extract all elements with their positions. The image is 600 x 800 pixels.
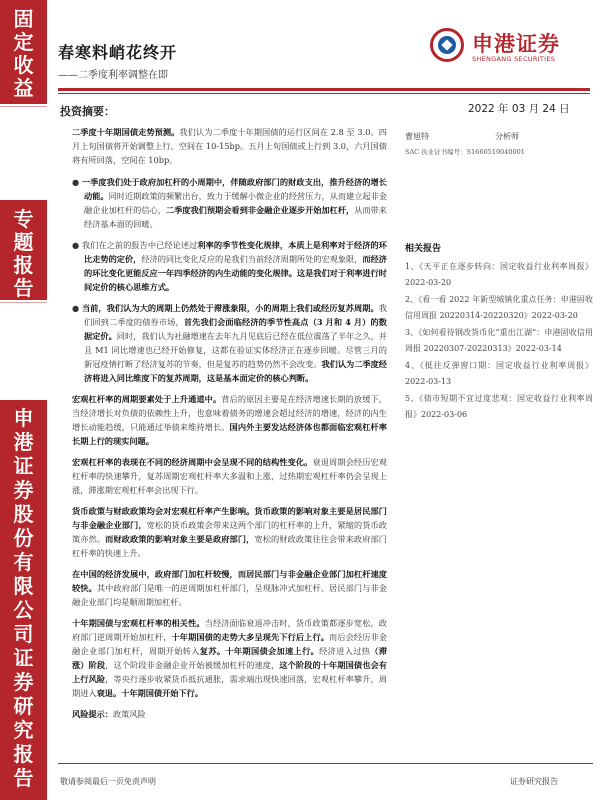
bullet-icon: ● <box>72 303 82 313</box>
footer-label: 证券研究报告 <box>510 777 558 786</box>
para-bold: 二季度我们预期会看到非金融企业逐步开始加杠杆， <box>165 205 355 215</box>
para-bold: 宏观杠杆率的周期要素处于上升通道中。 <box>72 394 222 404</box>
para-bold: 国内外主要发达经济体也都面临宏观杠杆率长期上行的现实问题。 <box>72 422 387 446</box>
para-text: 我们在之前的报告中已经论述过 <box>81 240 198 250</box>
paragraph <box>72 707 387 721</box>
sidebar-char: 报 <box>13 253 34 277</box>
report-date: 2022 年 03 月 24 日 <box>468 103 570 115</box>
logo-english-text: SHENGANG SECURITIES <box>472 55 556 63</box>
sidebar-char: 司 <box>13 622 34 646</box>
sidebar-char: 专 <box>13 207 34 231</box>
sidebar-char: 证 <box>13 646 34 670</box>
analyst-sac: SAC 执业证书编号：S1660519040001 <box>405 148 525 156</box>
bullet-paragraph <box>72 175 387 231</box>
sidebar-char: 股 <box>13 502 34 526</box>
para-text: 经济进入过热 <box>319 646 371 656</box>
para-text: 我们回到二季度的债券市场， <box>84 303 387 327</box>
report-title: 春寒料峭花终开 <box>58 43 178 62</box>
related-report-link[interactable]: 4、《抵往反弹窗口期：国定收益行业利率周报》2022-03-13 <box>405 361 593 386</box>
sidebar-char: 益 <box>13 76 34 100</box>
summary-body <box>72 125 387 728</box>
sidebar-category <box>0 0 47 104</box>
company-logo <box>430 24 595 68</box>
para-bold: 二季度十年期国债走势预测。 <box>72 127 180 137</box>
paragraph <box>72 392 387 448</box>
para-text: ，等央行逐步收紧货币抵抗通胀，需求端出现快速回落，宏观杠杆率攀升，周期进入 <box>72 674 387 698</box>
logo-text: 申港证券 <box>472 32 560 56</box>
para-bold: 这个阶段的十年期国债也会有上行风险 <box>72 660 387 684</box>
logo-mark-icon <box>430 28 464 62</box>
para-text: 宽松的财政政策往往会带来政府部门杠杆率的快速上升。 <box>72 534 387 558</box>
para-text: 而后会经历非金融企业部门加杠杆，周期开始转入 <box>72 632 387 656</box>
paragraph <box>72 125 387 167</box>
bullet-paragraph <box>72 301 387 385</box>
para-bold: 衰退。十年期国债开始下行。 <box>96 688 204 698</box>
para-text: 从而带来经济基本面的回暖。 <box>84 205 387 229</box>
para-bold: 一季度我们处于政府加杠杆的小周期中，伴随政府部门的财政支出，推升经济的增长动能。 <box>81 177 387 201</box>
header-rule <box>58 88 590 91</box>
analyst-role: 分析师 <box>495 132 519 141</box>
para-text: 尽管三月的新冠疫情打断了经济复苏的节奏，但是复苏的趋势仍然不会改变。 <box>84 345 387 369</box>
sidebar-char: 证 <box>13 454 34 478</box>
para-bold: 风险提示： <box>72 709 113 719</box>
sidebar-char: 告 <box>13 766 34 790</box>
para-bold: 宏观杠杆率的表现在不同的经济周期中会呈现不同的结构性变化。 <box>72 457 313 467</box>
footer-disclaimer: 敬请参阅最后一页免责声明 <box>60 777 156 786</box>
sidebar-divider <box>0 302 47 303</box>
para-bold: 十年期国债的走势大多呈现先下行后上行。 <box>171 632 330 642</box>
sidebar-char: 报 <box>13 742 34 766</box>
bullet-icon: ● <box>72 240 82 250</box>
sidebar-char: 定 <box>13 30 34 54</box>
sidebar-char: 题 <box>13 230 34 254</box>
para-bold: 货币政策与财政政策均会对宏观杠杆率产生影响。货币政策的影响对象主要是居民部门与非金融企业部门， <box>72 506 387 530</box>
paragraph <box>72 455 387 497</box>
sidebar-char: 研 <box>13 694 34 718</box>
para-text: 宽松的货币政策会带来这两个部门的杠杆率的上升，紧缩的货币政策亦然。 <box>72 520 387 544</box>
para-bold: （滞涨）阶段 <box>72 646 387 670</box>
sidebar-char: 港 <box>13 430 34 454</box>
related-reports-list <box>405 259 593 424</box>
paragraph <box>72 616 387 700</box>
sidebar-char: 券 <box>13 478 34 502</box>
sidebar-char: 券 <box>13 670 34 694</box>
related-report-link[interactable]: 2、《看一看 2022 年新型城镇化重点任务：申港固收信用周报 20220314-20220320》2022-03-20 <box>405 295 593 320</box>
sidebar-char: 公 <box>13 598 34 622</box>
sidebar-char: 究 <box>13 718 34 742</box>
para-text: 同时近期政策的频繁出台，致力于缓解小微企业的经营压力，从而建立起非金融企业加杠杆的信心， <box>84 191 387 215</box>
analyst-info <box>405 131 593 142</box>
para-bold: 利率的季节性变化规律，本质上是利率对于经济的环比走势的定价， <box>84 240 387 264</box>
bullet-icon: ● <box>72 177 82 187</box>
sidebar-char: 有 <box>13 550 34 574</box>
para-text: 政策风险 <box>112 709 146 719</box>
para-bold: 复苏。十年期国债会加速上行。 <box>199 646 320 656</box>
para-bold: 首先我们会面临经济的季节性高点（3 月和 4 月）的数据定价。 <box>84 317 387 341</box>
paragraph <box>72 504 387 560</box>
sidebar-char: 申 <box>13 406 34 430</box>
paragraph <box>72 567 387 609</box>
para-bold: 而经济的环比变化更能反应一年四季经济的内生动能的变化规律。这是我们对于利率进行时间定价的核心思维方式。 <box>84 254 387 292</box>
sidebar-char: 限 <box>13 574 34 598</box>
para-text: 衰退周期会经历宏观杠杆率的快速攀升，复苏周期宏观杠杆率大多温和上涨，过热期宏观杠杆率仍会呈现上涨，滞涨期宏观杠杆率会出现下行。 <box>72 457 387 495</box>
para-bold: 而财政政策的影响对象主要是政府部门， <box>105 534 255 544</box>
sidebar-char: 固 <box>13 7 34 31</box>
para-text: 同时，我们认为社融增速在去年九月见底后已经在低位震荡了半年之久，并且 M1 同比增速也已经开始修复，这都在验证实体经济正在逐步回暖。 <box>84 331 387 355</box>
footer-rule <box>58 763 593 764</box>
sidebar-char: 收 <box>13 53 34 77</box>
para-bold: 在中国的经济发展中，政府部门加杠杆较慢，而居民部门与非金融企业部门加杠杆速度较快。 <box>72 569 387 593</box>
related-report-link[interactable]: 3、《如何看待钢改货币化“重出江湖”：申港固收信用周报 20220307-20220313》2022-03-14 <box>405 328 593 353</box>
sidebar-char: 告 <box>13 276 34 300</box>
para-text: 我们认为二季度十年期国债的运行区间在 2.8 至 3.0。四月上旬国债将开始调整上行，空间在 10-15bp。五月上旬国债或上行到 3.0，六月国债将有所回落，空间在 10bp。 <box>72 127 387 165</box>
para-text: 其中政府部门是唯一的逆周期加杠杆部门，呈现脉冲式加杠杆。居民部门与非金融企业部门均是顺周期加杠杆。 <box>72 583 387 607</box>
para-bold: 当前，我们认为大的周期上仍然处于滞涨象限，小的周期上我们或经历复苏周期。 <box>81 303 379 313</box>
sidebar-divider <box>0 106 47 107</box>
related-reports-heading: 相关报告 <box>405 244 442 254</box>
header-rule-thin <box>58 93 590 94</box>
bullet-paragraph <box>72 238 387 294</box>
related-report-link[interactable]: 5、《债市短期不宜过度悲观：国定收益行业利率周报》2022-03-06 <box>405 394 593 419</box>
related-report-link[interactable]: 1、《天平正在逐步转向：国定收益行业利率周报》2022-03-20 <box>405 262 593 287</box>
analyst-name: 曹旭特 <box>405 132 429 141</box>
para-text: 经济的同比变化反应的是我们当前经济周期所处的宏观象限， <box>141 254 363 264</box>
para-text: 背后的原因主要是在经济增速长期的放缓下，当经济增长对负债的依赖性上升，也意味着债务的增速会超过经济的增速，经济的内生增长动能趋缓，只能通过举债来维持增长。 <box>72 394 387 432</box>
para-bold: 十年期国债与宏观杠杆率的相关性。 <box>72 618 205 628</box>
sidebar-char: 份 <box>13 526 34 550</box>
sidebar-report-type <box>0 200 47 300</box>
sidebar-company <box>0 400 47 800</box>
para-bold: 我们认为二季度经济将进入同比维度下的复苏周期，这是基本面定价的核心判断。 <box>84 359 387 383</box>
section-heading: 投资摘要： <box>60 105 115 118</box>
para-text: ，这个阶段非金融企业开始被缓加杠杆的速度， <box>105 660 280 670</box>
para-text: 当经济面临衰退冲击时，货币政策都逐步宽松，政府部门逆周期开始加杠杆， <box>72 618 387 642</box>
report-subtitle: ——二季度利率调整在即 <box>58 70 168 81</box>
